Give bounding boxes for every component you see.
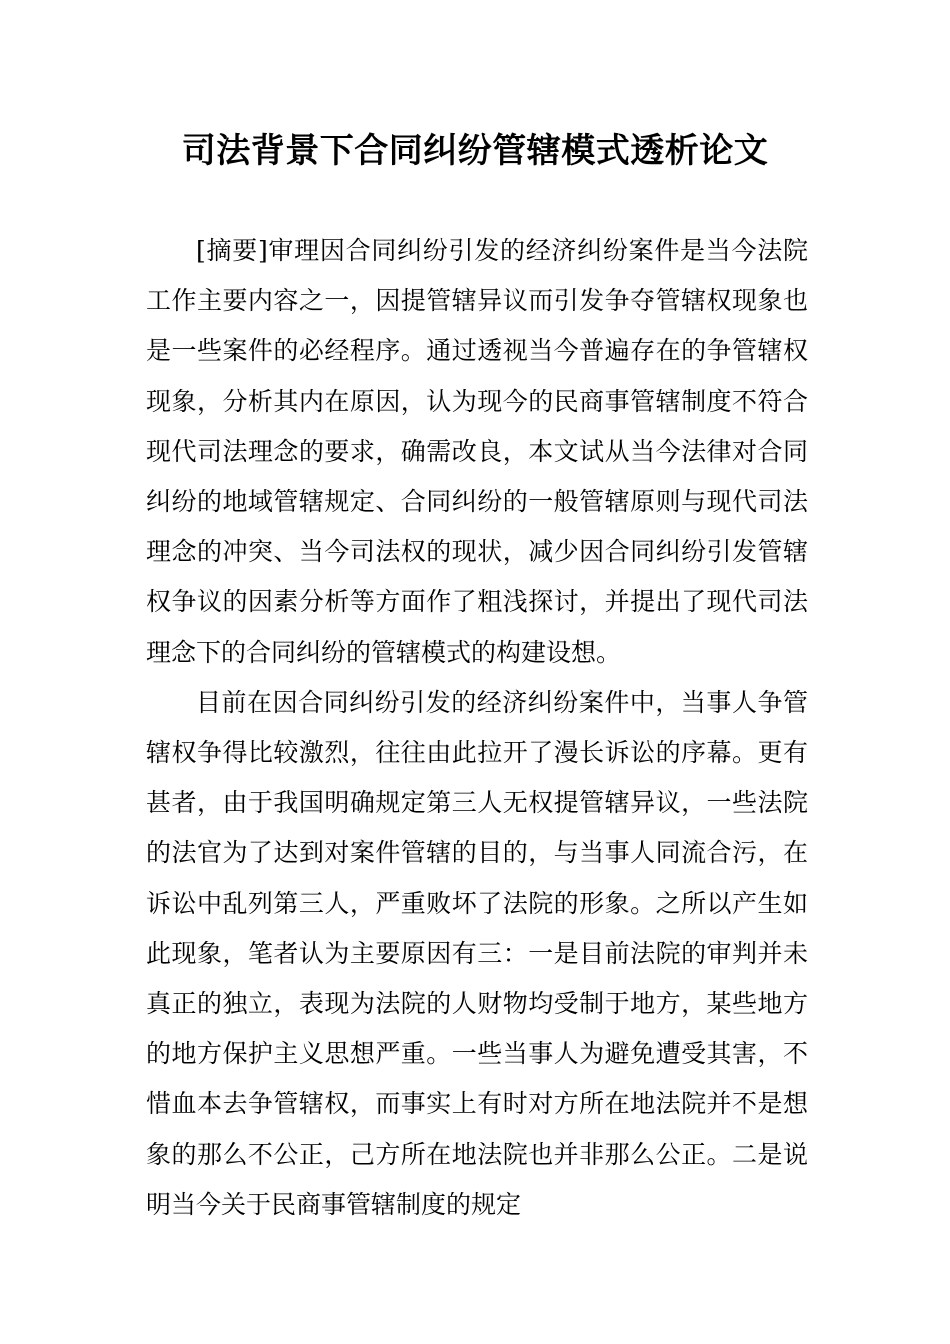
body-paragraph: 目前在因合同纠纷引发的经济纠纷案件中，当事人争管辖权争得比较激烈，往往由此拉开了漫长诉讼的序幕。更有甚者，由于我国明确规定第三人无权提管辖异议，一些法院的法官为了达到对案件管辖的目的，与当事人同流合污，在诉讼中乱列第三人，严重败坏了法院的形象。之所以产生如此现象，笔者认为主要原因有三：一是目前法院的审判并未真正的独立，表现为法院的人财物均受制于地方，某些地方的地方保护主义思想严重。一些当事人为避免遭受其害，不惜血本去争管辖权，而事实上有时对方所在地法院并不是想象的那么不公正，己方所在地法院也并非那么公正。二是说明当今关于民商事管辖制度的规定 [146, 687, 808, 1219]
document-body [146, 226, 808, 1230]
abstract-paragraph: [摘要]审理因合同纠纷引发的经济纠纷案件是当今法院工作主要内容之一，因提管辖异议而引发争夺管辖权现象也是一些案件的必经程序。通过透视当今普遍存在的争管辖权现象，分析其内在原因，认为现今的民商事管辖制度不符合现代司法理念的要求，确需改良，本文试从当今法律对合同纠纷的地域管辖规定、合同纠纷的一般管辖原则与现代司法理念的冲突、当今司法权的现状，减少因合同纠纷引发管辖权争议的因素分析等方面作了粗浅探讨，并提出了现代司法理念下的合同纠纷的管辖模式的构建设想。 [146, 236, 808, 667]
document-title: 司法背景下合同纠纷管辖模式透析论文 [181, 131, 769, 171]
